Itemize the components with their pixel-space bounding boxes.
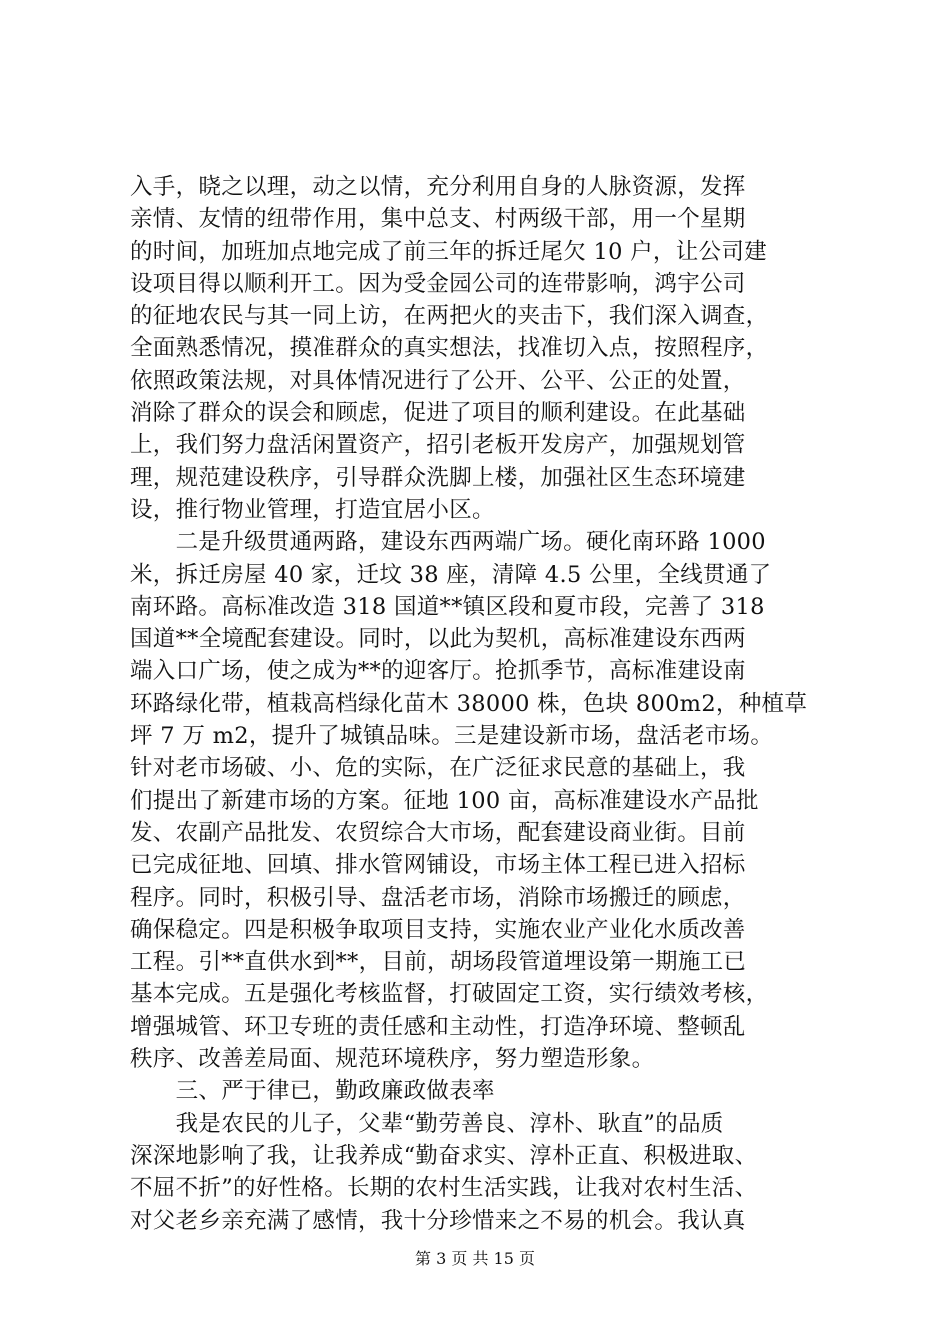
text-line: 依照政策法规，对具体情况进行了公开、公平、公正的处置，	[130, 367, 746, 394]
text-line: 秩序、改善差局面、规范环境秩序，努力塑造形象。	[130, 1046, 655, 1073]
text-line: 已完成征地、回填、排水管网铺设，市场主体工程已进入招标	[130, 852, 746, 879]
text-line: 深深地影响了我，让我养成“勤奋求实、淳朴正直、积极进取、	[130, 1142, 758, 1169]
text-line: 我是农民的儿子，父辈“勤劳善良、淳朴、耿直”的品质	[130, 1110, 724, 1137]
text-line: 工程。引**直供水到**，目前，胡场段管道埋设第一期施工已	[130, 949, 747, 976]
text-line: 全面熟悉情况，摸准群众的真实想法，找准切入点，按照程序，	[130, 335, 769, 362]
text-line: 增强城管、环卫专班的责任感和主动性，打造净环境、整顿乱	[130, 1013, 746, 1040]
text-line: 米，拆迁房屋 40 家，迁坟 38 座，清障 4.5 公里，全线贯通了	[130, 561, 772, 588]
text-line: 理，规范建设秩序，引导群众洗脚上楼，加强社区生态环境建	[130, 464, 746, 491]
text-line: 针对老市场破、小、危的实际，在广泛征求民意的基础上，我	[130, 755, 746, 782]
text-line: 对父老乡亲充满了感情，我十分珍惜来之不易的机会。我认真	[130, 1207, 746, 1234]
text-line: 程序。同时，积极引导、盘活老市场，消除市场搬迁的顾虑，	[130, 884, 746, 911]
text-line: 设，推行物业管理，打造宜居小区。	[130, 496, 495, 523]
page-number-footer: 第 3 页 共 15 页	[415, 1249, 535, 1268]
text-line: 发、农副产品批发、农贸综合大市场，配套建设商业街。目前	[130, 819, 746, 846]
text-line: 基本完成。五是强化考核监督，打破固定工资，实行绩效考核，	[130, 981, 769, 1008]
text-line: 们提出了新建市场的方案。征地 100 亩，高标准建设水产品批	[130, 787, 759, 814]
text-line: 的征地农民与其一同上访，在两把火的夹击下，我们深入调查，	[130, 303, 769, 330]
text-line: 二是升级贯通两路，建设东西两端广场。硬化南环路 1000	[130, 529, 766, 556]
text-line: 入手，晓之以理，动之以情，充分利用自身的人脉资源，发挥	[130, 174, 746, 200]
body-text	[130, 171, 835, 1237]
text-line: 亲情、友情的纽带作用，集中总支、村两级干部，用一个星期	[130, 206, 746, 233]
text-line: 不屈不折”的好性格。长期的农村生活实践，让我对农村生活、	[130, 1175, 758, 1202]
text-line: 确保稳定。四是积极争取项目支持，实施农业产业化水质改善	[130, 916, 746, 943]
section-heading: 三、严于律已，勤政廉政做表率	[130, 1078, 495, 1105]
text-line: 端入口广场，使之成为**的迎客厅。抢抓季节，高标准建设南	[130, 658, 746, 685]
text-line: 上，我们努力盘活闲置资产，招引老板开发房产，加强规划管	[130, 432, 746, 459]
text-line: 国道**全境配套建设。同时，以此为契机，高标准建设东西两	[130, 626, 746, 653]
text-line: 坪 7 万 m2，提升了城镇品味。三是建设新市场，盘活老市场。	[130, 723, 774, 750]
text-line: 南环路。高标准改造 318 国道**镇区段和夏市段，完善了 318	[130, 593, 765, 620]
text-line: 的时间，加班加点地完成了前三年的拆迁尾欠 10 户，让公司建	[130, 238, 767, 265]
text-line: 环路绿化带，植栽高档绿化苗木 38000 株，色块 800m2，种植草	[130, 690, 808, 717]
text-line: 消除了群众的误会和顾虑，促进了项目的顺利建设。在此基础	[130, 400, 746, 427]
text-line: 设项目得以顺利开工。因为受金园公司的连带影响，鸿宇公司	[130, 270, 746, 297]
